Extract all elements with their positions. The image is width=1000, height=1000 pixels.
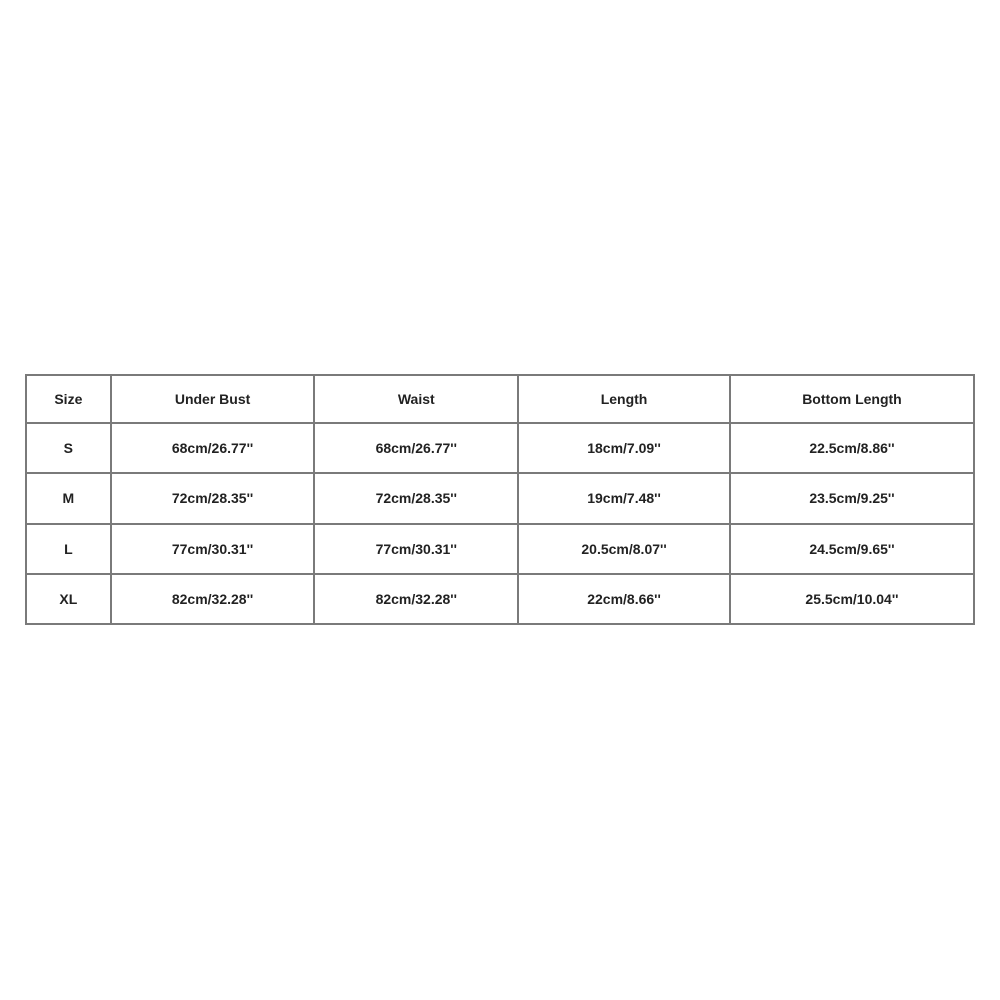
cell-waist: 68cm/26.77'' — [314, 423, 518, 473]
cell-length: 22cm/8.66'' — [518, 574, 730, 624]
cell-waist: 82cm/32.28'' — [314, 574, 518, 624]
cell-under-bust: 77cm/30.31'' — [111, 524, 315, 574]
cell-size: M — [26, 473, 111, 523]
cell-bottom-length: 24.5cm/9.65'' — [730, 524, 974, 574]
cell-length: 19cm/7.48'' — [518, 473, 730, 523]
cell-length: 18cm/7.09'' — [518, 423, 730, 473]
cell-under-bust: 68cm/26.77'' — [111, 423, 315, 473]
header-bottom-length: Bottom Length — [730, 375, 974, 423]
cell-size: XL — [26, 574, 111, 624]
cell-under-bust: 72cm/28.35'' — [111, 473, 315, 523]
cell-size: L — [26, 524, 111, 574]
cell-size: S — [26, 423, 111, 473]
cell-waist: 72cm/28.35'' — [314, 473, 518, 523]
table-row — [26, 423, 974, 473]
cell-waist: 77cm/30.31'' — [314, 524, 518, 574]
table-header-row — [26, 375, 974, 423]
size-chart-table — [25, 374, 975, 625]
table-row — [26, 574, 974, 624]
table-row — [26, 473, 974, 523]
cell-under-bust: 82cm/32.28'' — [111, 574, 315, 624]
table-row — [26, 524, 974, 574]
header-size: Size — [26, 375, 111, 423]
cell-bottom-length: 25.5cm/10.04'' — [730, 574, 974, 624]
header-waist: Waist — [314, 375, 518, 423]
cell-bottom-length: 23.5cm/9.25'' — [730, 473, 974, 523]
cell-length: 20.5cm/8.07'' — [518, 524, 730, 574]
cell-bottom-length: 22.5cm/8.86'' — [730, 423, 974, 473]
header-under-bust: Under Bust — [111, 375, 315, 423]
header-length: Length — [518, 375, 730, 423]
